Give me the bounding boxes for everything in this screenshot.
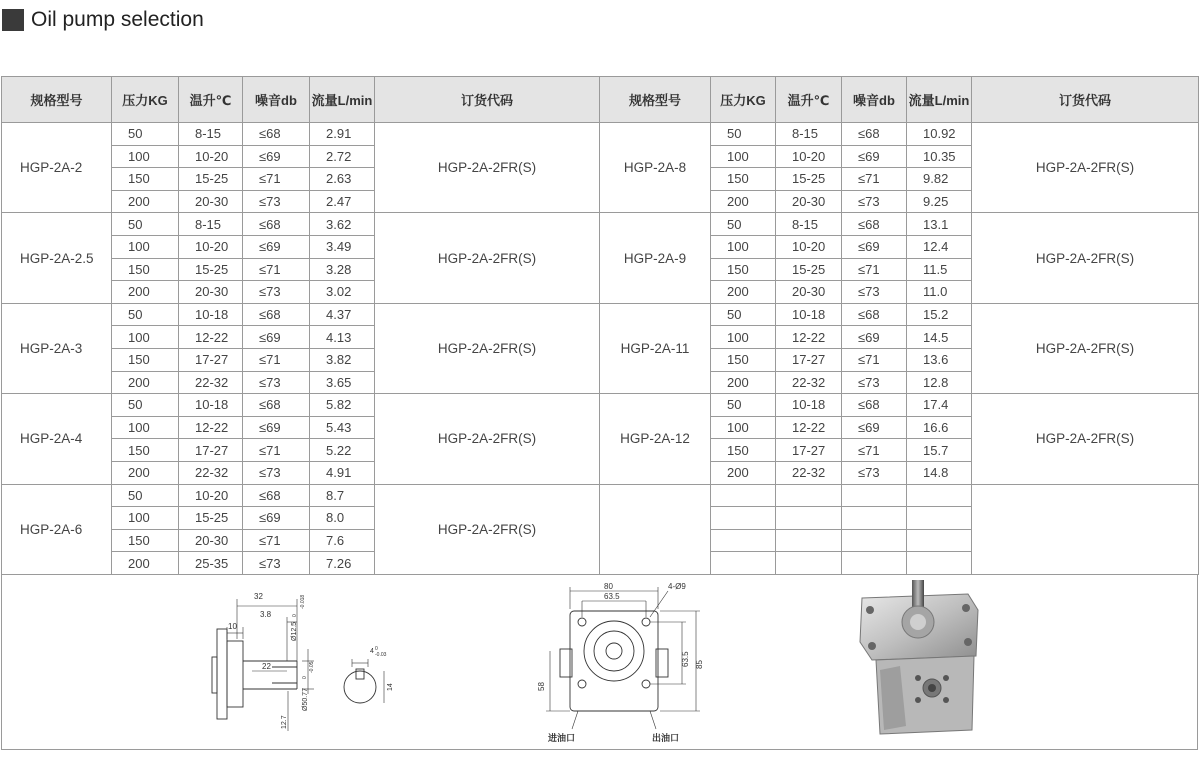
value-cell: 15-25	[179, 507, 243, 530]
model-cell: HGP-2A-2	[2, 123, 112, 213]
value-cell: ≤69	[243, 416, 310, 439]
value-cell: 8-15	[179, 213, 243, 236]
dim-label: 0	[302, 676, 308, 679]
value-cell: 4.37	[310, 303, 375, 326]
table-body	[2, 123, 1199, 575]
value-cell: 8.0	[310, 507, 375, 530]
value-cell: 150	[711, 348, 776, 371]
value-cell: ≤73	[243, 281, 310, 304]
value-cell: 17-27	[776, 439, 842, 462]
table-row	[2, 303, 1199, 326]
table-header-row	[2, 77, 1199, 123]
dim-label: 85	[695, 660, 704, 669]
value-cell	[711, 484, 776, 507]
header-cell: 噪音db	[243, 77, 310, 123]
value-cell: 2.63	[310, 168, 375, 191]
header-cell: 订货代码	[972, 77, 1199, 123]
value-cell: ≤73	[243, 552, 310, 575]
value-cell: 12-22	[776, 416, 842, 439]
model-cell: HGP-2A-11	[600, 303, 711, 393]
table-row	[2, 484, 1199, 507]
dim-label: 0	[292, 614, 298, 617]
value-cell: 2.72	[310, 145, 375, 168]
value-cell: ≤71	[243, 168, 310, 191]
value-cell: 22-32	[776, 461, 842, 484]
value-cell: 12.4	[907, 235, 972, 258]
value-cell: 12-22	[179, 416, 243, 439]
order-code-cell: HGP-2A-2FR(S)	[375, 484, 600, 574]
value-cell: 3.65	[310, 371, 375, 394]
value-cell: ≤69	[842, 326, 907, 349]
value-cell: 5.82	[310, 394, 375, 417]
value-cell: ≤69	[243, 507, 310, 530]
value-cell	[842, 529, 907, 552]
value-cell: ≤69	[243, 235, 310, 258]
dim-label: 32	[254, 592, 263, 601]
pump-spec-table	[1, 76, 1199, 575]
value-cell: 50	[112, 394, 179, 417]
value-cell: ≤73	[842, 371, 907, 394]
model-cell: HGP-2A-3	[2, 303, 112, 393]
dim-label: 58	[537, 682, 546, 691]
value-cell	[907, 529, 972, 552]
model-cell: HGP-2A-9	[600, 213, 711, 303]
value-cell: 13.1	[907, 213, 972, 236]
value-cell: 10.92	[907, 123, 972, 146]
table-row	[2, 123, 1199, 146]
dim-label: 10	[228, 622, 237, 631]
value-cell	[776, 552, 842, 575]
value-cell: ≤71	[842, 258, 907, 281]
value-cell: ≤71	[243, 529, 310, 552]
value-cell: 11.0	[907, 281, 972, 304]
value-cell: 22-32	[179, 371, 243, 394]
value-cell: ≤73	[842, 281, 907, 304]
model-cell: HGP-2A-6	[2, 484, 112, 574]
table-row	[2, 213, 1199, 236]
dim-label: 63.5	[604, 592, 620, 601]
value-cell: 15-25	[776, 258, 842, 281]
dim-label: -0.018	[300, 594, 306, 609]
value-cell: 13.6	[907, 348, 972, 371]
value-cell: ≤73	[243, 461, 310, 484]
value-cell	[842, 507, 907, 530]
value-cell: 20-30	[179, 190, 243, 213]
value-cell: 20-30	[179, 281, 243, 304]
value-cell: 10-18	[776, 394, 842, 417]
order-code-cell	[972, 484, 1199, 574]
value-cell: 10-20	[179, 484, 243, 507]
dim-label: Ø50.77	[302, 688, 309, 711]
header-cell: 压力KG	[711, 77, 776, 123]
value-cell: ≤69	[842, 235, 907, 258]
value-cell: 50	[112, 484, 179, 507]
value-cell: 3.28	[310, 258, 375, 281]
value-cell: 12-22	[776, 326, 842, 349]
header-cell: 流量L/min	[310, 77, 375, 123]
value-cell: 150	[112, 168, 179, 191]
value-cell	[776, 529, 842, 552]
value-cell	[907, 552, 972, 575]
header-cell: 温升℃	[776, 77, 842, 123]
value-cell: 200	[112, 371, 179, 394]
value-cell: 100	[112, 507, 179, 530]
order-code-cell: HGP-2A-2FR(S)	[375, 303, 600, 393]
value-cell: 50	[711, 394, 776, 417]
value-cell: 150	[112, 258, 179, 281]
model-cell	[600, 484, 711, 574]
value-cell: 25-35	[179, 552, 243, 575]
value-cell: 50	[112, 213, 179, 236]
value-cell: 150	[112, 439, 179, 462]
value-cell: ≤68	[842, 123, 907, 146]
value-cell: 7.6	[310, 529, 375, 552]
value-cell	[711, 507, 776, 530]
value-cell: 200	[711, 371, 776, 394]
dim-label: 22	[262, 662, 271, 671]
order-code-cell: HGP-2A-2FR(S)	[375, 213, 600, 303]
order-code-cell: HGP-2A-2FR(S)	[972, 303, 1199, 393]
value-cell: 10-20	[179, 235, 243, 258]
dim-label: 12.7	[281, 715, 288, 729]
value-cell: 15.7	[907, 439, 972, 462]
value-cell: 14.5	[907, 326, 972, 349]
value-cell: 150	[711, 258, 776, 281]
value-cell: 100	[711, 326, 776, 349]
value-cell: 10-20	[776, 235, 842, 258]
value-cell: 8-15	[179, 123, 243, 146]
value-cell: 50	[711, 123, 776, 146]
header-cell: 流量L/min	[907, 77, 972, 123]
value-cell: ≤68	[842, 394, 907, 417]
dim-label: 14	[387, 683, 394, 691]
value-cell: 9.25	[907, 190, 972, 213]
value-cell	[907, 507, 972, 530]
order-code-cell: HGP-2A-2FR(S)	[375, 394, 600, 484]
value-cell: 100	[112, 235, 179, 258]
value-cell: 20-30	[179, 529, 243, 552]
value-cell: 100	[711, 235, 776, 258]
value-cell: 7.26	[310, 552, 375, 575]
value-cell: 14.8	[907, 461, 972, 484]
value-cell: 10-20	[179, 145, 243, 168]
value-cell: 150	[711, 168, 776, 191]
figure-row	[1, 574, 1198, 750]
dim-label: 3.8	[260, 610, 272, 619]
dim-label: 63.5	[681, 651, 690, 667]
side-view-drawing	[202, 579, 412, 749]
value-cell: 3.62	[310, 213, 375, 236]
value-cell: 17-27	[776, 348, 842, 371]
value-cell: 5.43	[310, 416, 375, 439]
header-cell: 订货代码	[375, 77, 600, 123]
section-heading	[0, 6, 204, 34]
value-cell: 100	[112, 145, 179, 168]
value-cell: 22-32	[776, 371, 842, 394]
model-cell: HGP-2A-8	[600, 123, 711, 213]
value-cell: 200	[112, 461, 179, 484]
value-cell: ≤68	[243, 213, 310, 236]
value-cell	[776, 484, 842, 507]
value-cell: 22-32	[179, 461, 243, 484]
value-cell: 3.02	[310, 281, 375, 304]
value-cell: 100	[112, 326, 179, 349]
dim-label: -0.05	[309, 661, 315, 673]
model-cell: HGP-2A-2.5	[2, 213, 112, 303]
value-cell: 17-27	[179, 348, 243, 371]
front-view-drawing	[532, 579, 712, 749]
value-cell: 2.91	[310, 123, 375, 146]
value-cell: 15-25	[776, 168, 842, 191]
value-cell	[711, 529, 776, 552]
value-cell: 8.7	[310, 484, 375, 507]
value-cell: 10.35	[907, 145, 972, 168]
value-cell: ≤73	[243, 190, 310, 213]
heading-square-icon	[2, 9, 24, 31]
table-row	[2, 394, 1199, 417]
order-code-cell: HGP-2A-2FR(S)	[972, 213, 1199, 303]
value-cell: 12.8	[907, 371, 972, 394]
header-cell: 温升℃	[179, 77, 243, 123]
value-cell: ≤69	[842, 416, 907, 439]
value-cell: ≤68	[243, 303, 310, 326]
value-cell	[711, 552, 776, 575]
model-cell: HGP-2A-4	[2, 394, 112, 484]
value-cell: 15.2	[907, 303, 972, 326]
value-cell: 200	[112, 281, 179, 304]
value-cell: 200	[112, 552, 179, 575]
value-cell: ≤71	[842, 348, 907, 371]
value-cell	[842, 552, 907, 575]
value-cell: 5.22	[310, 439, 375, 462]
value-cell: ≤68	[243, 394, 310, 417]
value-cell: 17.4	[907, 394, 972, 417]
value-cell: 200	[711, 190, 776, 213]
value-cell: 4.91	[310, 461, 375, 484]
value-cell: 8-15	[776, 213, 842, 236]
header-cell: 规格型号	[600, 77, 711, 123]
outlet-label: 出油口	[652, 733, 680, 743]
dim-label: 4-Ø9	[668, 582, 686, 591]
value-cell: 12-22	[179, 326, 243, 349]
value-cell: ≤73	[842, 190, 907, 213]
value-cell: 4.13	[310, 326, 375, 349]
value-cell: 200	[112, 190, 179, 213]
value-cell	[907, 484, 972, 507]
value-cell: 15-25	[179, 258, 243, 281]
value-cell: ≤68	[842, 213, 907, 236]
value-cell: 20-30	[776, 281, 842, 304]
order-code-cell: HGP-2A-2FR(S)	[375, 123, 600, 213]
value-cell: 3.49	[310, 235, 375, 258]
value-cell: 50	[112, 303, 179, 326]
order-code-cell: HGP-2A-2FR(S)	[972, 123, 1199, 213]
value-cell: 11.5	[907, 258, 972, 281]
value-cell: 10-18	[776, 303, 842, 326]
value-cell: 8-15	[776, 123, 842, 146]
value-cell: 100	[112, 416, 179, 439]
inlet-label: 进油口	[548, 733, 576, 743]
value-cell	[776, 507, 842, 530]
value-cell: 50	[711, 213, 776, 236]
dim-label: 4	[370, 648, 374, 655]
value-cell: ≤68	[243, 484, 310, 507]
value-cell: 200	[711, 281, 776, 304]
value-cell: 150	[112, 529, 179, 552]
value-cell: 50	[711, 303, 776, 326]
value-cell: 150	[711, 439, 776, 462]
value-cell: ≤69	[842, 145, 907, 168]
dim-label: 80	[604, 582, 613, 591]
value-cell: ≤71	[243, 439, 310, 462]
value-cell: 9.82	[907, 168, 972, 191]
value-cell: ≤71	[842, 439, 907, 462]
value-cell: ≤68	[243, 123, 310, 146]
value-cell: 20-30	[776, 190, 842, 213]
value-cell: 3.82	[310, 348, 375, 371]
value-cell	[842, 484, 907, 507]
value-cell: 200	[711, 461, 776, 484]
value-cell: ≤69	[243, 145, 310, 168]
value-cell: 16.6	[907, 416, 972, 439]
page-title: Oil pump selection	[31, 8, 204, 31]
header-cell: 压力KG	[112, 77, 179, 123]
value-cell: ≤69	[243, 326, 310, 349]
value-cell: ≤73	[243, 371, 310, 394]
value-cell: 2.47	[310, 190, 375, 213]
header-cell: 规格型号	[2, 77, 112, 123]
model-cell: HGP-2A-12	[600, 394, 711, 484]
value-cell: 150	[112, 348, 179, 371]
value-cell: 15-25	[179, 168, 243, 191]
value-cell: 10-18	[179, 394, 243, 417]
value-cell: 100	[711, 145, 776, 168]
pump-photo	[850, 580, 990, 742]
value-cell: ≤71	[243, 258, 310, 281]
order-code-cell: HGP-2A-2FR(S)	[972, 394, 1199, 484]
value-cell: ≤73	[842, 461, 907, 484]
value-cell: 10-18	[179, 303, 243, 326]
value-cell: ≤71	[243, 348, 310, 371]
dim-label: -0.03	[375, 652, 387, 658]
header-cell: 噪音db	[842, 77, 907, 123]
value-cell: 10-20	[776, 145, 842, 168]
dim-label: 0	[375, 646, 378, 652]
value-cell: ≤71	[842, 168, 907, 191]
dim-label: Ø12.5	[291, 621, 298, 641]
value-cell: 100	[711, 416, 776, 439]
value-cell: 50	[112, 123, 179, 146]
value-cell: 17-27	[179, 439, 243, 462]
value-cell: ≤68	[842, 303, 907, 326]
